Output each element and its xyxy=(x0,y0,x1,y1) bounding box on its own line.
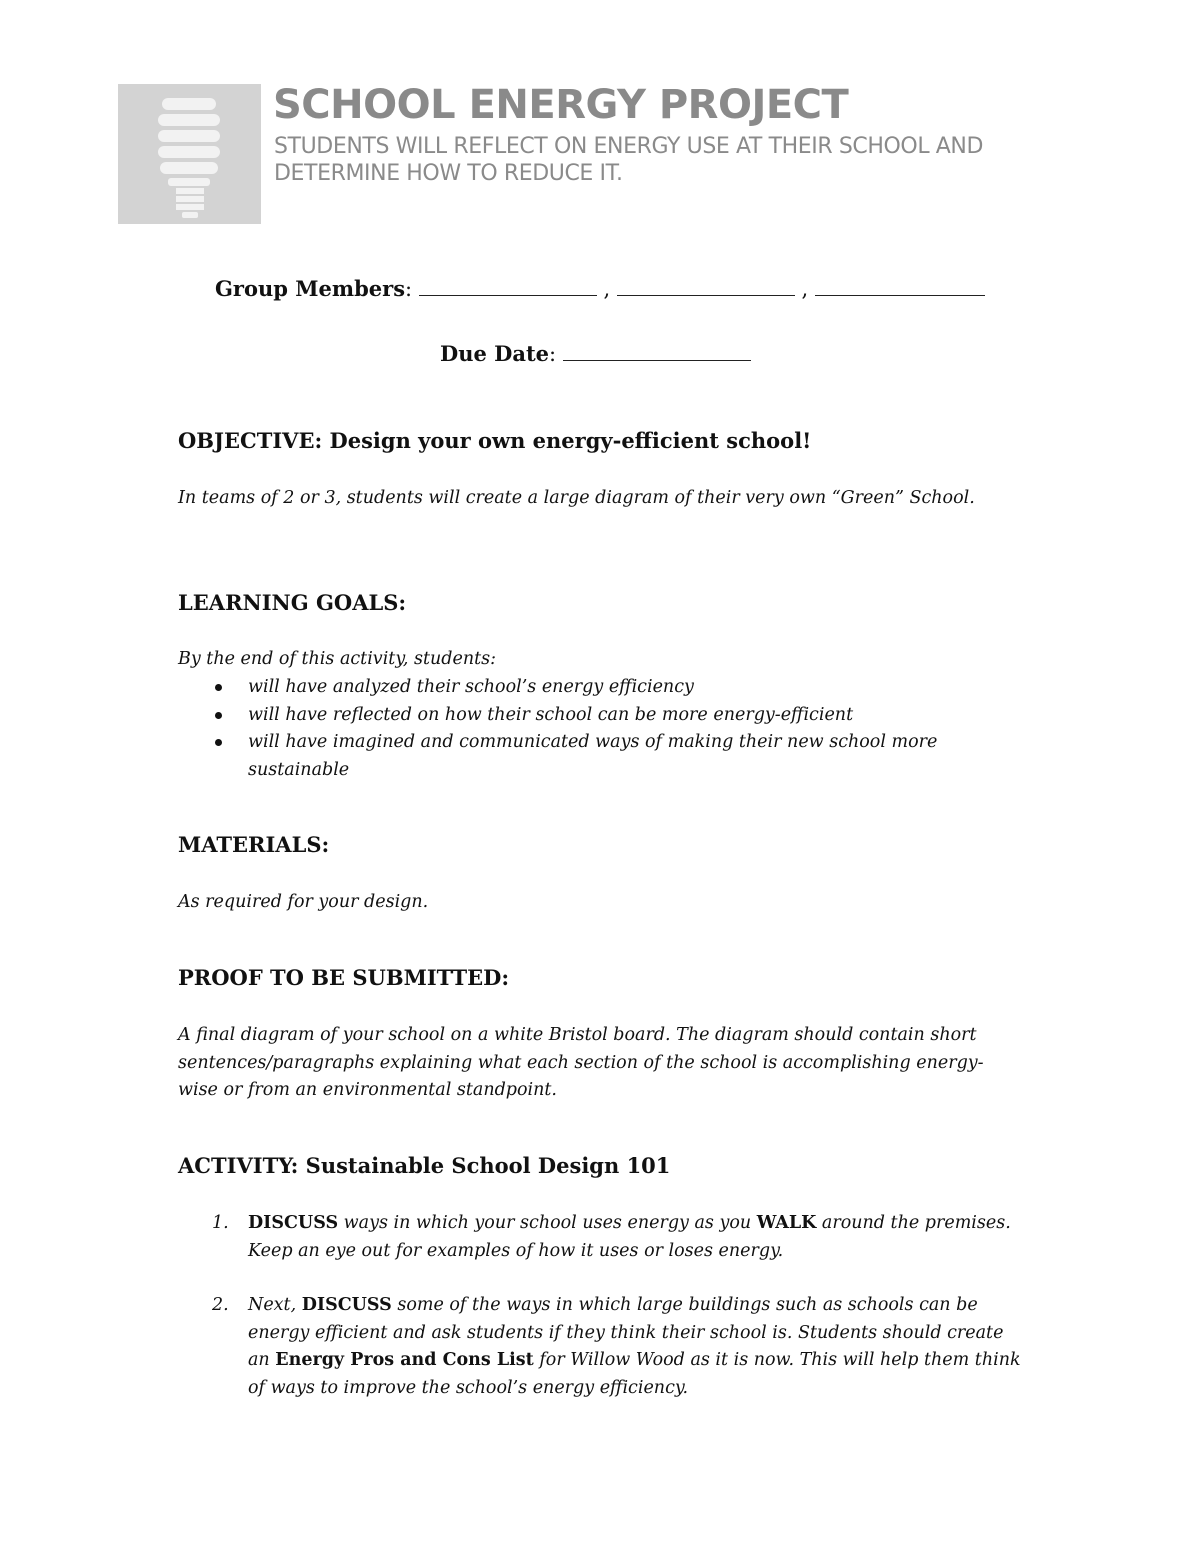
bold-text: DISCUSS xyxy=(248,1213,339,1233)
due-date-row xyxy=(440,341,751,366)
bullet-icon xyxy=(215,739,222,746)
colon: : xyxy=(405,277,413,301)
step-number: 1. xyxy=(212,1213,229,1233)
activity-heading: ACTIVITY: Sustainable School Design 101 xyxy=(178,1153,671,1178)
header-logo-block xyxy=(118,84,261,224)
list-item xyxy=(178,674,1023,702)
learning-goals-intro: By the end of this activity, students: xyxy=(178,649,497,669)
lightbulb-icon xyxy=(118,84,261,224)
list-item-text: will have imagined and communicated ways of making their new school more sustainable xyxy=(248,732,938,780)
proof-text: A final diagram of your school on a white Bristol board. The diagram should contain short sentences/paragraphs explaining what each section of the school is accomplishing energy-wise or from an environmental standpoint. xyxy=(178,1025,984,1100)
list-item xyxy=(178,1210,1023,1265)
bold-text: WALK xyxy=(756,1213,817,1233)
list-item xyxy=(178,729,1023,784)
bullet-icon xyxy=(215,684,222,691)
group-member-1-field[interactable] xyxy=(419,277,597,296)
materials-text: As required for your design. xyxy=(178,892,429,912)
comma: , xyxy=(603,277,611,301)
comma: , xyxy=(801,277,809,301)
step-text: some of the ways in which large buildings such as schools can be energy efficient and ask students if they think their school is. Students should create an xyxy=(248,1295,1004,1370)
group-member-2-field[interactable] xyxy=(617,277,795,296)
project-subtitle: STUDENTS WILL REFLECT ON ENERGY USE AT THEIR SCHOOL AND DETERMINE HOW TO REDUCE IT. xyxy=(274,134,984,186)
list-item xyxy=(178,1292,1023,1402)
step-text: Next, xyxy=(248,1295,302,1315)
list-item xyxy=(178,702,1023,730)
bold-text: Energy Pros and Cons List xyxy=(275,1350,534,1370)
project-title: SCHOOL ENERGY PROJECT xyxy=(273,82,849,128)
bullet-icon xyxy=(215,712,222,719)
bold-text: DISCUSS xyxy=(301,1295,392,1315)
colon: : xyxy=(549,342,557,366)
learning-goals-list xyxy=(178,674,1023,784)
step-text: for Willow Wood as it is now. This will help them think of ways to improve the school’s energy efficiency. xyxy=(248,1350,1021,1398)
materials-heading: MATERIALS: xyxy=(178,832,330,857)
learning-goals-heading: LEARNING GOALS: xyxy=(178,590,407,615)
step-text: ways in which your school uses energy as you xyxy=(338,1213,757,1233)
step-text: around the premises. Keep an eye out for examples of how it uses or loses energy. xyxy=(248,1213,1011,1261)
list-item-text: will have reflected on how their school can be more energy-efficient xyxy=(248,704,854,725)
list-item-text: will have analyzed their school’s energy efficiency xyxy=(248,677,694,697)
objective-heading: OBJECTIVE: Design your own energy-efficient school! xyxy=(178,428,812,453)
step-number: 2. xyxy=(212,1295,229,1315)
group-members-row xyxy=(215,276,985,301)
proof-heading: PROOF TO BE SUBMITTED: xyxy=(178,965,510,990)
due-date-label: Due Date xyxy=(440,341,550,366)
group-member-3-field[interactable] xyxy=(815,277,985,296)
due-date-field[interactable] xyxy=(563,342,751,361)
group-members-label: Group Members xyxy=(215,276,406,301)
objective-text: In teams of 2 or 3, students will create a large diagram of their very own “Green” School. xyxy=(178,488,975,508)
activity-steps xyxy=(178,1210,1023,1429)
